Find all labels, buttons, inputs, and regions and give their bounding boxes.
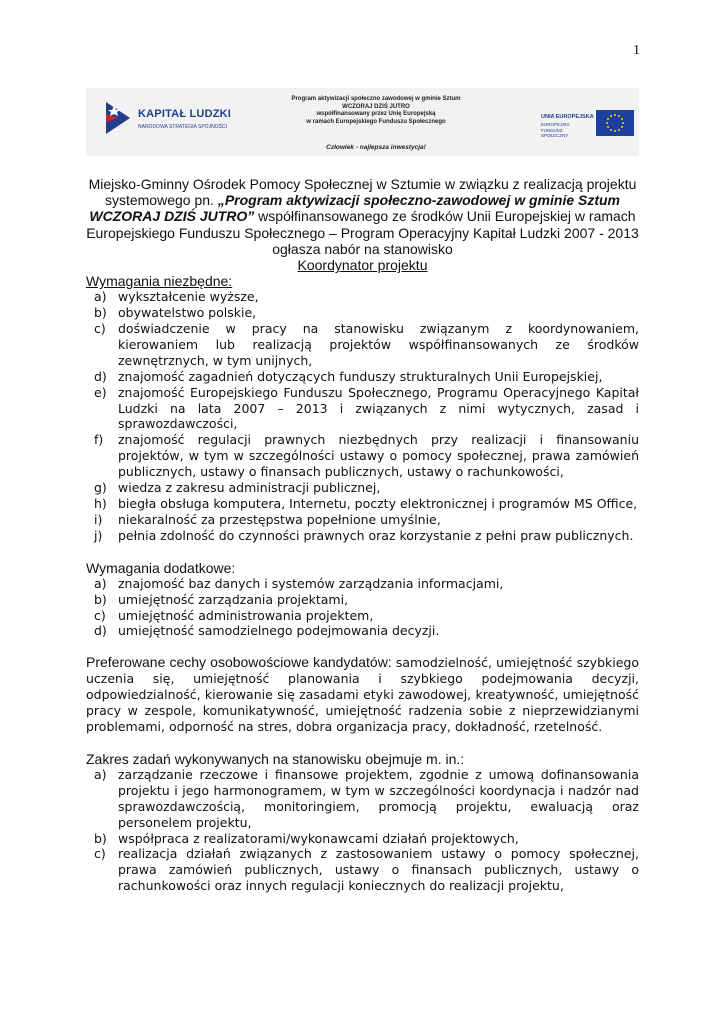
banner-line: współfinansowany przez Unię Europejską xyxy=(316,111,436,117)
additional-heading: Wymagania dodatkowe: xyxy=(86,559,236,576)
list-item: b) umiejętność zarządzania projektami, xyxy=(94,591,349,607)
list-item: c) realizacja działań związanych z zastosowaniem ustawy o pomocy społecznej, prawa zamówień publicznych, ustawy o finansach publicznych, ustawy o rachunkowości oraz innych regulacji koniecznych do realizacji projektu, xyxy=(94,846,639,894)
list-item: g) wiedza z zakresu administracji publicznej, xyxy=(94,480,381,496)
banner-line: WCZORAJ DZIŚ JUTRO xyxy=(342,103,410,110)
kapital-ludzki-logo xyxy=(104,100,232,140)
duties-list xyxy=(86,767,639,894)
eu-logo-title: UNIA EUROPEJSKA xyxy=(541,114,594,120)
list-item: a) znajomość baz danych i systemów zarządzania informacjami, xyxy=(94,575,504,591)
required-heading: Wymagania niezbędne: xyxy=(86,273,233,290)
list-item: d) umiejętność samodzielnego podejmowania decyzji. xyxy=(94,623,440,639)
list-item: b) współpraca z realizatorami/wykonawcami działań projektowych, xyxy=(94,830,519,846)
additional-list xyxy=(86,576,639,640)
document-body xyxy=(86,176,639,894)
list-item: a) zarządzanie rzeczowe i finansowe projektem, zgodnie z umową dofinansowania projektu i jego harmonogramem, w tym w szczególności koordynacja i nadzór nad sprawozdawczością, monitoringiem, promocją projektu, ewaluacją oraz personelem projektu, xyxy=(94,766,639,830)
list-item: j) pełnia zdolność do czynności prawnych oraz korzystanie z pełni praw publicznych. xyxy=(94,527,634,543)
traits-text: samodzielność, umiejętność szybkiego uczenia się, umiejętność planowania i szybkiego podejmowania decyzji, odpowiedzialność, kierowanie się zasadami etyki zawodowej, kreatywność, umiejętność pracy w zespole, komunikatywność, umiejętność radzenia sobie z nieprzewidzianymi problemami, odporność na stres, dobra organizacja pracy, dokładność, rzetelność. xyxy=(86,655,639,734)
position-name: Koordynator projektu xyxy=(297,257,428,274)
kapital-ludzki-star-icon xyxy=(104,100,134,136)
eu-logo-subtitle: EUROPEJSKI FUNDUSZ SPOŁECZNY xyxy=(541,122,570,138)
banner-slogan: Człowiek - najlepsza inwestycja! xyxy=(326,144,426,151)
list-item: i) niekaralność za przestępstwa popełnione umyślnie, xyxy=(94,511,441,527)
list-item: e) znajomość Europejskiego Funduszu Społecznego, Programu Operacyjnego Kapitał Ludzki na lata 2007 – 2013 i związanych z nimi wytycznych, zasad i sprawozdawczości, xyxy=(94,384,639,432)
preferred-traits xyxy=(86,655,639,735)
required-list xyxy=(86,289,639,544)
list-item: d) znajomość zagadnień dotyczących funduszy strukturalnych Unii Europejskiej, xyxy=(94,368,603,384)
announcement-title xyxy=(86,176,639,241)
title-project-name: „Program aktywizacji społeczno-zawodowej w gminie Sztum WCZORAJ DZIŚ JUTRO” xyxy=(89,192,621,225)
eu-flag-icon xyxy=(596,110,634,136)
list-item: c) umiejętność administrowania projektem, xyxy=(94,607,374,623)
list-item: a) wykształcenie wyższe, xyxy=(94,289,259,305)
announcement-subtitle: ogłasza nabór na stanowisko xyxy=(272,240,453,257)
list-item: h) biegła obsługa komputera, Internetu, poczty elektronicznej i programów MS Office, xyxy=(94,496,638,511)
duties-heading: Zakres zadań wykonywanych na stanowisku obejmuje m. in.: xyxy=(86,750,465,767)
banner-line: w ramach Europejskiego Funduszu Społecznego xyxy=(306,118,446,125)
traits-heading: Preferowane cechy osobowościowe kandydatów: xyxy=(86,654,392,671)
list-item: b) obywatelstwo polskie, xyxy=(94,305,257,321)
header-banner xyxy=(86,88,639,156)
kapital-ludzki-title: KAPITAŁ LUDZKI xyxy=(138,108,232,120)
kapital-ludzki-subtitle: NARODOWA STRATEGIA SPÓJNOŚCI xyxy=(138,124,227,130)
list-item: c) doświadczenie w pracy na stanowisku związanym z koordynowaniem, kierowaniem lub realizacją projektów współfinansowanych ze środków zewnętrznych, w tym unijnych, xyxy=(94,321,639,368)
page-number: 1 xyxy=(633,43,640,58)
eu-logo xyxy=(541,110,637,138)
title-part2: współfinansowanego ze środków Unii Europejskiej w ramach Europejskiego Funduszu Społecznego – Program Operacyjny Kapitał Ludzki 2007 - 2013 xyxy=(86,208,639,241)
banner-line: Program aktywizacji społeczno zawodowej w gminie Sztum xyxy=(291,96,461,102)
banner-program-text xyxy=(256,96,496,126)
list-item: f) znajomość regulacji prawnych niezbędnych przy realizacji i finansowaniu projektów, w tym w szczególności ustawy o pomocy społecznej, prawa zamówień publicznych, ustawy o finansach publicznych, ustawy o rachunkowości, xyxy=(94,432,639,480)
title-part1: Miejsko-Gminny Ośrodek Pomocy Społecznej w Sztumie w związku z realizacją projektu systemowego pn. xyxy=(88,176,637,209)
